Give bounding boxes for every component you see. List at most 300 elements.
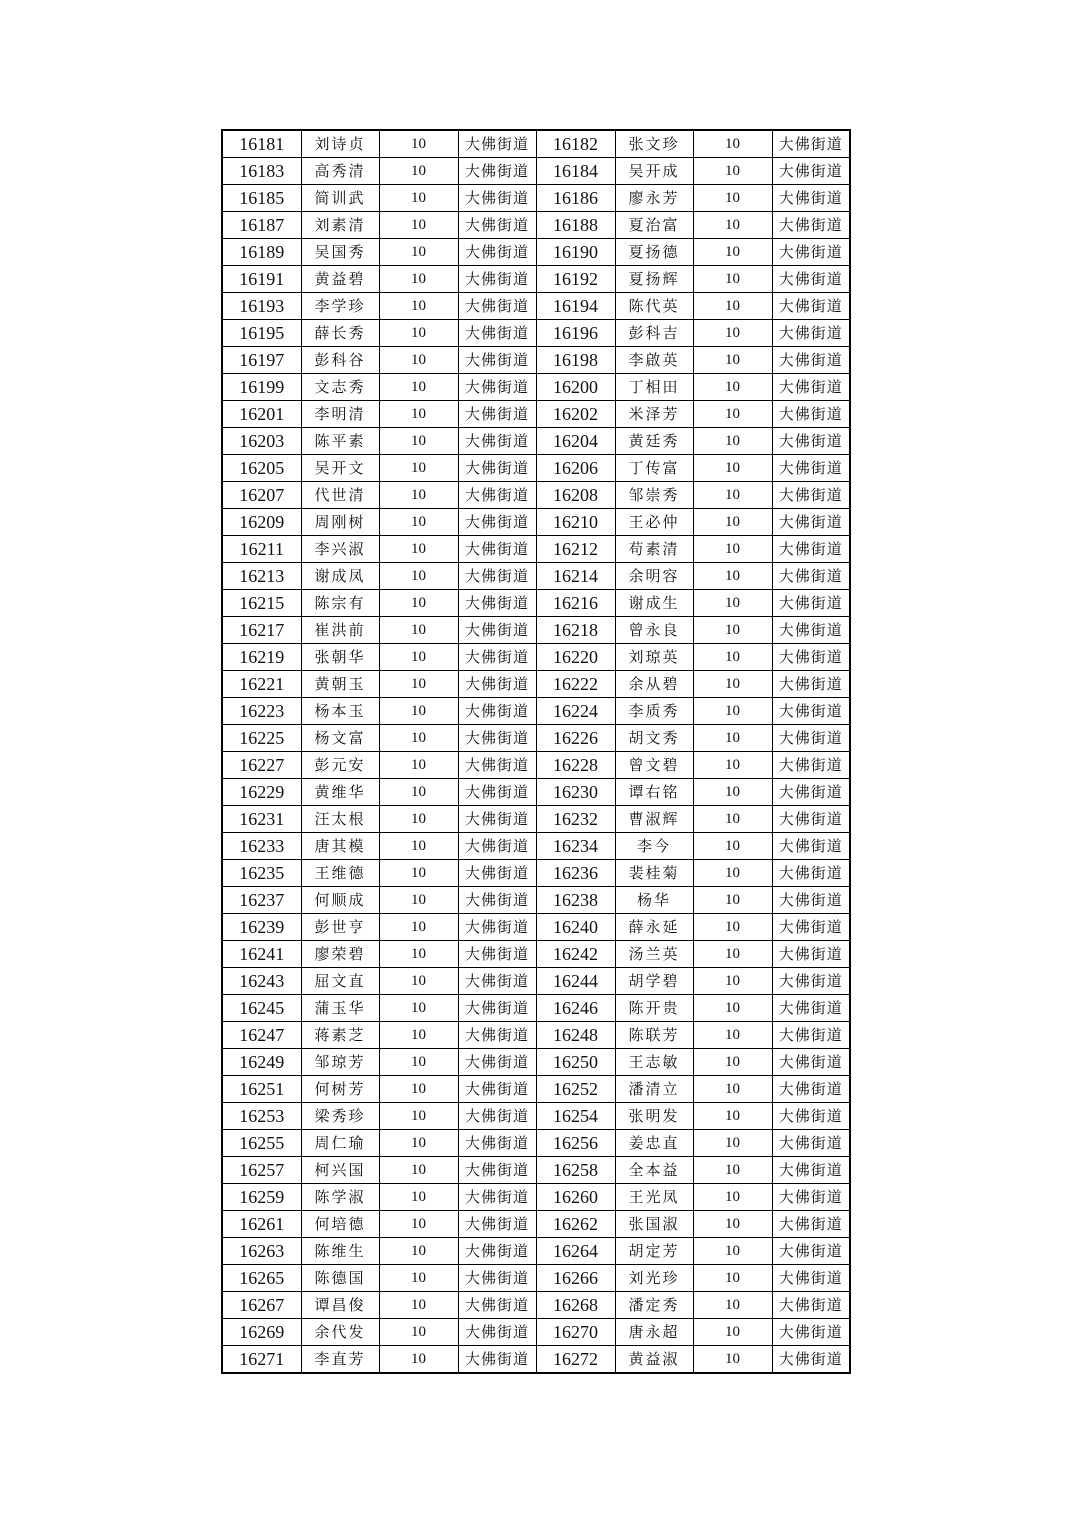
amount-value: 10: [693, 266, 772, 293]
person-name: 陈宗有: [301, 590, 379, 617]
amount-value: 10: [379, 671, 458, 698]
person-name: 苟素清: [615, 536, 693, 563]
amount-value: 10: [693, 968, 772, 995]
amount-value: 10: [379, 158, 458, 185]
amount-value: 10: [379, 1265, 458, 1292]
record-number: 16217: [222, 617, 301, 644]
person-name: 刘素清: [301, 212, 379, 239]
amount-value: 10: [693, 212, 772, 239]
record-number: 16230: [536, 779, 615, 806]
table-row: [222, 887, 850, 914]
person-name: 余从碧: [615, 671, 693, 698]
table-row: [222, 509, 850, 536]
table-row: [222, 725, 850, 752]
record-number: 16219: [222, 644, 301, 671]
record-number: 16195: [222, 320, 301, 347]
person-name: 潘清立: [615, 1076, 693, 1103]
person-name: 胡定芳: [615, 1238, 693, 1265]
record-number: 16233: [222, 833, 301, 860]
record-number: 16198: [536, 347, 615, 374]
amount-value: 10: [693, 644, 772, 671]
amount-value: 10: [379, 644, 458, 671]
amount-value: 10: [693, 995, 772, 1022]
location-name: 大佛街道: [772, 212, 850, 239]
location-name: 大佛街道: [458, 806, 536, 833]
record-number: 16197: [222, 347, 301, 374]
amount-value: 10: [693, 1022, 772, 1049]
person-name: 黄维华: [301, 779, 379, 806]
table-row: [222, 347, 850, 374]
person-name: 彭世亨: [301, 914, 379, 941]
record-number: 16242: [536, 941, 615, 968]
person-name: 丁相田: [615, 374, 693, 401]
location-name: 大佛街道: [458, 833, 536, 860]
record-number: 16196: [536, 320, 615, 347]
amount-value: 10: [693, 590, 772, 617]
record-number: 16221: [222, 671, 301, 698]
record-number: 16192: [536, 266, 615, 293]
amount-value: 10: [379, 617, 458, 644]
amount-value: 10: [693, 1346, 772, 1374]
table-row: [222, 1265, 850, 1292]
record-number: 16224: [536, 698, 615, 725]
amount-value: 10: [379, 860, 458, 887]
person-name: 谭右铭: [615, 779, 693, 806]
person-name: 裴桂菊: [615, 860, 693, 887]
amount-value: 10: [379, 941, 458, 968]
record-number: 16235: [222, 860, 301, 887]
record-number: 16257: [222, 1157, 301, 1184]
amount-value: 10: [693, 1130, 772, 1157]
person-name: 夏治富: [615, 212, 693, 239]
record-number: 16183: [222, 158, 301, 185]
person-name: 夏扬德: [615, 239, 693, 266]
person-name: 黄益淑: [615, 1346, 693, 1374]
record-number: 16223: [222, 698, 301, 725]
record-number: 16249: [222, 1049, 301, 1076]
person-name: 邹崇秀: [615, 482, 693, 509]
person-name: 周刚树: [301, 509, 379, 536]
table-row: [222, 1238, 850, 1265]
location-name: 大佛街道: [772, 1346, 850, 1374]
amount-value: 10: [693, 1265, 772, 1292]
table-row: [222, 482, 850, 509]
amount-value: 10: [693, 806, 772, 833]
location-name: 大佛街道: [772, 536, 850, 563]
location-name: 大佛街道: [458, 887, 536, 914]
record-number: 16255: [222, 1130, 301, 1157]
person-name: 陈联芳: [615, 1022, 693, 1049]
person-name: 谢成凤: [301, 563, 379, 590]
record-number: 16184: [536, 158, 615, 185]
table-row: [222, 1319, 850, 1346]
location-name: 大佛街道: [772, 752, 850, 779]
record-number: 16240: [536, 914, 615, 941]
location-name: 大佛街道: [458, 212, 536, 239]
table-row: [222, 1049, 850, 1076]
location-name: 大佛街道: [772, 293, 850, 320]
record-number: 16265: [222, 1265, 301, 1292]
amount-value: 10: [693, 671, 772, 698]
person-name: 陈代英: [615, 293, 693, 320]
amount-value: 10: [379, 590, 458, 617]
record-number: 16250: [536, 1049, 615, 1076]
person-name: 刘光珍: [615, 1265, 693, 1292]
person-name: 李明清: [301, 401, 379, 428]
table-row: [222, 374, 850, 401]
location-name: 大佛街道: [772, 1049, 850, 1076]
amount-value: 10: [693, 779, 772, 806]
record-number: 16215: [222, 590, 301, 617]
person-name: 陈开贵: [615, 995, 693, 1022]
location-name: 大佛街道: [458, 914, 536, 941]
amount-value: 10: [693, 293, 772, 320]
location-name: 大佛街道: [458, 320, 536, 347]
record-number: 16189: [222, 239, 301, 266]
record-number: 16236: [536, 860, 615, 887]
location-name: 大佛街道: [458, 941, 536, 968]
amount-value: 10: [693, 914, 772, 941]
location-name: 大佛街道: [772, 1022, 850, 1049]
amount-value: 10: [379, 1184, 458, 1211]
amount-value: 10: [379, 1211, 458, 1238]
person-name: 高秀清: [301, 158, 379, 185]
amount-value: 10: [379, 239, 458, 266]
record-number: 16213: [222, 563, 301, 590]
record-number: 16205: [222, 455, 301, 482]
amount-value: 10: [379, 374, 458, 401]
roster-table: [221, 129, 851, 1374]
person-name: 崔洪前: [301, 617, 379, 644]
amount-value: 10: [379, 212, 458, 239]
record-number: 16222: [536, 671, 615, 698]
record-number: 16256: [536, 1130, 615, 1157]
person-name: 黄廷秀: [615, 428, 693, 455]
record-number: 16232: [536, 806, 615, 833]
amount-value: 10: [693, 752, 772, 779]
person-name: 黄朝玉: [301, 671, 379, 698]
person-name: 陈平素: [301, 428, 379, 455]
record-number: 16231: [222, 806, 301, 833]
person-name: 李学珍: [301, 293, 379, 320]
table-row: [222, 1292, 850, 1319]
amount-value: 10: [379, 320, 458, 347]
amount-value: 10: [379, 266, 458, 293]
amount-value: 10: [693, 401, 772, 428]
person-name: 文志秀: [301, 374, 379, 401]
table-row: [222, 968, 850, 995]
record-number: 16260: [536, 1184, 615, 1211]
amount-value: 10: [693, 617, 772, 644]
person-name: 陈维生: [301, 1238, 379, 1265]
person-name: 李今: [615, 833, 693, 860]
amount-value: 10: [379, 1292, 458, 1319]
person-name: 蒋素芝: [301, 1022, 379, 1049]
record-number: 16266: [536, 1265, 615, 1292]
location-name: 大佛街道: [772, 617, 850, 644]
amount-value: 10: [693, 563, 772, 590]
location-name: 大佛街道: [772, 1265, 850, 1292]
location-name: 大佛街道: [772, 860, 850, 887]
person-name: 何培德: [301, 1211, 379, 1238]
table-row: [222, 698, 850, 725]
person-name: 廖永芳: [615, 185, 693, 212]
amount-value: 10: [693, 185, 772, 212]
location-name: 大佛街道: [458, 1022, 536, 1049]
amount-value: 10: [693, 1184, 772, 1211]
amount-value: 10: [379, 401, 458, 428]
person-name: 陈德国: [301, 1265, 379, 1292]
table-row: [222, 212, 850, 239]
record-number: 16220: [536, 644, 615, 671]
amount-value: 10: [379, 887, 458, 914]
person-name: 代世清: [301, 482, 379, 509]
location-name: 大佛街道: [458, 1211, 536, 1238]
person-name: 胡学碧: [615, 968, 693, 995]
amount-value: 10: [379, 1319, 458, 1346]
person-name: 蒲玉华: [301, 995, 379, 1022]
table-row: [222, 941, 850, 968]
record-number: 16185: [222, 185, 301, 212]
amount-value: 10: [693, 320, 772, 347]
amount-value: 10: [379, 1049, 458, 1076]
amount-value: 10: [693, 1103, 772, 1130]
location-name: 大佛街道: [458, 995, 536, 1022]
person-name: 唐其模: [301, 833, 379, 860]
table-row: [222, 914, 850, 941]
amount-value: 10: [379, 1022, 458, 1049]
location-name: 大佛街道: [772, 1319, 850, 1346]
person-name: 简训武: [301, 185, 379, 212]
person-name: 张国淑: [615, 1211, 693, 1238]
record-number: 16218: [536, 617, 615, 644]
amount-value: 10: [379, 1157, 458, 1184]
amount-value: 10: [693, 1238, 772, 1265]
table-row: [222, 455, 850, 482]
amount-value: 10: [379, 563, 458, 590]
person-name: 柯兴国: [301, 1157, 379, 1184]
record-number: 16252: [536, 1076, 615, 1103]
person-name: 王必仲: [615, 509, 693, 536]
amount-value: 10: [379, 536, 458, 563]
person-name: 吴开成: [615, 158, 693, 185]
location-name: 大佛街道: [772, 1130, 850, 1157]
table-row: [222, 860, 850, 887]
amount-value: 10: [693, 941, 772, 968]
amount-value: 10: [379, 1076, 458, 1103]
person-name: 汤兰英: [615, 941, 693, 968]
person-name: 王光凤: [615, 1184, 693, 1211]
person-name: 廖荣碧: [301, 941, 379, 968]
person-name: 吴国秀: [301, 239, 379, 266]
record-number: 16228: [536, 752, 615, 779]
amount-value: 10: [693, 347, 772, 374]
record-number: 16210: [536, 509, 615, 536]
location-name: 大佛街道: [458, 455, 536, 482]
amount-value: 10: [693, 725, 772, 752]
amount-value: 10: [379, 130, 458, 158]
location-name: 大佛街道: [772, 239, 850, 266]
amount-value: 10: [379, 1130, 458, 1157]
location-name: 大佛街道: [772, 185, 850, 212]
location-name: 大佛街道: [458, 590, 536, 617]
location-name: 大佛街道: [458, 1292, 536, 1319]
person-name: 李直芳: [301, 1346, 379, 1374]
table-row: [222, 644, 850, 671]
person-name: 全本益: [615, 1157, 693, 1184]
person-name: 余明容: [615, 563, 693, 590]
location-name: 大佛街道: [772, 1157, 850, 1184]
amount-value: 10: [693, 374, 772, 401]
person-name: 黄益碧: [301, 266, 379, 293]
amount-value: 10: [693, 482, 772, 509]
amount-value: 10: [693, 1157, 772, 1184]
amount-value: 10: [379, 1103, 458, 1130]
record-number: 16258: [536, 1157, 615, 1184]
location-name: 大佛街道: [772, 833, 850, 860]
table-row: [222, 1157, 850, 1184]
record-number: 16191: [222, 266, 301, 293]
record-number: 16253: [222, 1103, 301, 1130]
person-name: 邹琼芳: [301, 1049, 379, 1076]
amount-value: 10: [379, 698, 458, 725]
record-number: 16186: [536, 185, 615, 212]
person-name: 王志敏: [615, 1049, 693, 1076]
roster-body: [222, 130, 850, 1373]
table-row: [222, 1103, 850, 1130]
location-name: 大佛街道: [458, 158, 536, 185]
location-name: 大佛街道: [458, 698, 536, 725]
location-name: 大佛街道: [772, 347, 850, 374]
location-name: 大佛街道: [458, 752, 536, 779]
record-number: 16216: [536, 590, 615, 617]
table-row: [222, 1022, 850, 1049]
table-row: [222, 1130, 850, 1157]
location-name: 大佛街道: [772, 644, 850, 671]
person-name: 彭元安: [301, 752, 379, 779]
location-name: 大佛街道: [458, 1238, 536, 1265]
person-name: 姜忠直: [615, 1130, 693, 1157]
person-name: 张明发: [615, 1103, 693, 1130]
record-number: 16247: [222, 1022, 301, 1049]
record-number: 16209: [222, 509, 301, 536]
location-name: 大佛街道: [772, 725, 850, 752]
location-name: 大佛街道: [458, 968, 536, 995]
location-name: 大佛街道: [772, 1103, 850, 1130]
table-row: [222, 320, 850, 347]
record-number: 16269: [222, 1319, 301, 1346]
person-name: 余代发: [301, 1319, 379, 1346]
record-number: 16203: [222, 428, 301, 455]
person-name: 薛永延: [615, 914, 693, 941]
location-name: 大佛街道: [458, 617, 536, 644]
record-number: 16261: [222, 1211, 301, 1238]
location-name: 大佛街道: [458, 1265, 536, 1292]
person-name: 刘琼英: [615, 644, 693, 671]
location-name: 大佛街道: [458, 374, 536, 401]
location-name: 大佛街道: [458, 1157, 536, 1184]
amount-value: 10: [693, 1292, 772, 1319]
person-name: 谭昌俊: [301, 1292, 379, 1319]
amount-value: 10: [379, 833, 458, 860]
table-row: [222, 617, 850, 644]
person-name: 张文珍: [615, 130, 693, 158]
record-number: 16246: [536, 995, 615, 1022]
record-number: 16243: [222, 968, 301, 995]
location-name: 大佛街道: [772, 887, 850, 914]
record-number: 16182: [536, 130, 615, 158]
location-name: 大佛街道: [458, 1103, 536, 1130]
record-number: 16267: [222, 1292, 301, 1319]
table-row: [222, 563, 850, 590]
record-number: 16212: [536, 536, 615, 563]
person-name: 王维德: [301, 860, 379, 887]
table-row: [222, 752, 850, 779]
location-name: 大佛街道: [772, 941, 850, 968]
record-number: 16199: [222, 374, 301, 401]
record-number: 16225: [222, 725, 301, 752]
record-number: 16237: [222, 887, 301, 914]
table-row: [222, 779, 850, 806]
amount-value: 10: [693, 130, 772, 158]
location-name: 大佛街道: [772, 266, 850, 293]
record-number: 16206: [536, 455, 615, 482]
table-row: [222, 185, 850, 212]
amount-value: 10: [379, 806, 458, 833]
person-name: 李质秀: [615, 698, 693, 725]
location-name: 大佛街道: [772, 671, 850, 698]
location-name: 大佛街道: [772, 455, 850, 482]
person-name: 吴开文: [301, 455, 379, 482]
person-name: 曾文碧: [615, 752, 693, 779]
record-number: 16214: [536, 563, 615, 590]
record-number: 16202: [536, 401, 615, 428]
person-name: 米泽芳: [615, 401, 693, 428]
person-name: 何树芳: [301, 1076, 379, 1103]
record-number: 16268: [536, 1292, 615, 1319]
amount-value: 10: [379, 1346, 458, 1374]
amount-value: 10: [379, 752, 458, 779]
record-number: 16188: [536, 212, 615, 239]
location-name: 大佛街道: [772, 320, 850, 347]
location-name: 大佛街道: [458, 536, 536, 563]
location-name: 大佛街道: [458, 1049, 536, 1076]
record-number: 16187: [222, 212, 301, 239]
location-name: 大佛街道: [772, 563, 850, 590]
location-name: 大佛街道: [458, 860, 536, 887]
record-number: 16248: [536, 1022, 615, 1049]
person-name: 杨本玉: [301, 698, 379, 725]
location-name: 大佛街道: [772, 482, 850, 509]
record-number: 16271: [222, 1346, 301, 1374]
person-name: 潘定秀: [615, 1292, 693, 1319]
amount-value: 10: [693, 428, 772, 455]
record-number: 16263: [222, 1238, 301, 1265]
location-name: 大佛街道: [458, 130, 536, 158]
amount-value: 10: [379, 1238, 458, 1265]
location-name: 大佛街道: [772, 968, 850, 995]
person-name: 曹淑辉: [615, 806, 693, 833]
record-number: 16234: [536, 833, 615, 860]
amount-value: 10: [379, 509, 458, 536]
location-name: 大佛街道: [458, 1346, 536, 1374]
amount-value: 10: [379, 995, 458, 1022]
location-name: 大佛街道: [458, 293, 536, 320]
amount-value: 10: [693, 1319, 772, 1346]
amount-value: 10: [379, 347, 458, 374]
location-name: 大佛街道: [772, 428, 850, 455]
record-number: 16200: [536, 374, 615, 401]
